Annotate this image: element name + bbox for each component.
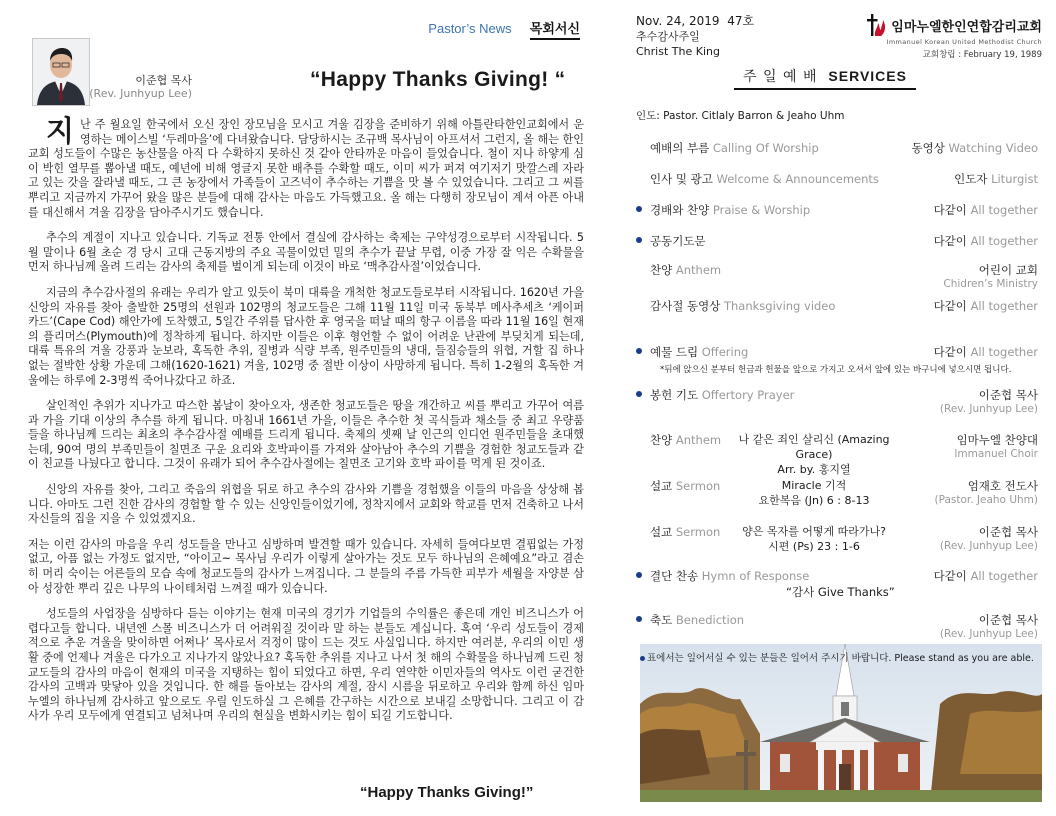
item-name-en: Welcome & Announcements — [716, 172, 879, 186]
item-name-en: Anthem — [675, 433, 722, 447]
portrait-photo-icon — [33, 39, 89, 105]
item-leader-en: All together — [970, 203, 1038, 217]
article-paragraph: 추수의 계절이 지나고 있습니다. 기독교 전통 안에서 결실에 감사하는 축제는 구약성경으로부터 시작됩니다. 5월 말이나 6월 초순 경 당시 고대 근동지방의 주요 곡물이었던 밀의 추수가 끝날 무렵, 이중 가장 잘 익은 수확물을 먼저 하나님께 올려 드리는 감사의 축제를 벌이게 되는데 이것이 바로 ‘맥추감사절’이었습니다. — [28, 231, 584, 274]
item-leader-ko: 인도자 — [954, 172, 988, 186]
pastor-news-header-ko: 목회서신 — [530, 22, 580, 40]
article-paragraph: 살인적인 추위가 지나가고 따스한 봄날이 찾아오자, 생존한 청교도들은 땅을 개간하고 씨를 뿌리고 가꾸어 여름과 가을 기대 이상의 추수를 하게 됩니다. 마침내 1661년 가을, 이들은 추수한 첫 곡식들과 채소들 중 최고 우량품들을 하나님께 드리는 최초의 추수감사절 예배를 드리게 됩니다. 축제의 셋째 날 인근의 인디언 원주민들을 초대했는데, 90여 명의 부족민들이 칠면조 구운 요리와 호박파이를 가져와 살아남아 추수의 기쁨을 경험한 청교도들과 같이 친교를 나눴다고 합니다. 그것이 유래가 되어 추수감사절에는 칠면조 고기와 호박 파이를 먹게 된 것이죠. — [28, 399, 584, 471]
bullet-icon — [636, 237, 642, 243]
article-body — [28, 114, 584, 735]
offering-note: *뒤에 앉으신 분부터 헌금과 헌물을 앞으로 가지고 오셔서 앞에 있는 바구니에 넣으시면 됩니다. — [660, 365, 1012, 375]
services-title-ko: 주 일 예 배 — [743, 69, 818, 85]
item-name-en: Benediction — [675, 613, 745, 627]
item-leader-ko: 다같이 — [933, 203, 967, 217]
item-title: 양은 목자를 어떻게 따라가나? — [742, 525, 886, 538]
item-subtitle: Arr. by. 홍지열 — [777, 463, 851, 476]
item-leader-en: Chidren’s Ministry — [943, 278, 1038, 290]
stand-note-text: 표에서는 일어서실 수 있는 분들은 일어서 주시기 바랍니다. Please stand as you are able. — [647, 653, 1034, 664]
article-paragraph: 지금의 추수감사절의 유래는 우리가 알고 있듯이 북미 대륙을 개척한 청교도들로부터 시작됩니다. 1620년 가을 신앙의 자유를 찾아 출발한 25명의 선원과 102명의 청교도들은 그해 11월 11일 미국 동북부 메사추세츠 ‘케이퍼 카드’(Cape Cod) 해안가에 도착했고, 5일간 주위를 답사한 후 영국을 떠날 때의 항구 이름을 따라 11월 16일 현재의 플리머스(Plymouth)에 정착하게 됩니다. 하지만 이들은 이후 형언할 수 없이 어려운 난관에 부딪치게 되는데, 대륙 특유의 겨울 강풍과 눈보라, 혹독한 추위, 질병과 식량 부족, 원주민들의 냉대, 들짐승들의 위협, 거할 집 하나 없는 절박한 상황 가운데 그해(1620-1621) 겨울, 102명 중 절반 이상이 사망하게 됩니다. 특히 1-2월의 혹독한 겨울에는 하루에 2-3명씩 죽어나갔다고 하죠. — [28, 285, 584, 387]
article-paragraph — [28, 114, 584, 220]
item-name-ko: 설교 — [650, 479, 673, 493]
services-title-en: SERVICES — [828, 68, 907, 84]
church-photo — [640, 644, 1042, 802]
sunday-name-en: Christ The King — [636, 45, 720, 58]
bullet-icon — [636, 572, 642, 578]
article-closing: “Happy Thanks Giving!” — [360, 784, 534, 801]
item-name-ko: 결단 찬송 — [650, 569, 699, 583]
item-leader-en: (Rev. Junhyup Lee) — [939, 403, 1038, 415]
item-name-en: Hymn of Response — [701, 569, 810, 583]
bullet-icon — [636, 206, 642, 212]
item-name-ko: 감사절 동영상 — [650, 299, 721, 313]
church-founded: 교회창립 : February 19, 1989 — [922, 50, 1042, 60]
issue-number: 47호 — [727, 14, 755, 28]
item-leader-ko: 어린이 교회 — [978, 263, 1038, 277]
bullet-icon — [636, 348, 642, 354]
item-name-ko: 경배와 찬양 — [650, 203, 710, 217]
item-leader-ko: 임마누엘 찬양대 — [956, 433, 1038, 447]
author-block — [88, 74, 192, 100]
service-leaders: 인도: Pastor. Citlaly Barron & Jeaho Uhm — [636, 110, 845, 122]
methodist-cross-flame-icon — [866, 12, 886, 38]
hymn-response-title: “감사 Give Thanks” — [786, 585, 895, 599]
item-leader-en: All together — [970, 299, 1038, 313]
item-name-en: Offering — [701, 345, 749, 359]
article-paragraph: 신앙의 자유를 찾아, 그리고 죽음의 위협을 뒤로 하고 추수의 감사와 기쁨을 경험했을 이들의 마음을 상상해 봅니다. 아마도 그런 진한 감사의 경험할 할 수 있는 신앙인들이었기에, 정착지에서 교회와 학교를 먼저 건축하고 나서 자신들의 집을 지을 수 있었겠지요. — [28, 483, 584, 526]
article-paragraph: 성도들의 사업장을 심방하다 듣는 이야기는 현재 미국의 경기가 기업들의 수익률은 좋은데 개인 비즈니스가 어렵다고들 합니다. 내년엔 스몰 비즈니스가 더 어려워질 것이라 말 하는 분들도 계십니다. 혹여 ‘우리 성도들이 경제적으로 추운 겨울을 맞이하면 어쩌나’ 목사로서 걱정이 많이 드는 것도 사실입니다. 하지만 여러분, 우리의 이민 생활 중에 언제나 겨울은 다가오고 지나가지 않았나요? 혹독한 추위를 지나고 나서 첫 해의 수확물을 하나님께 드린 청교도들의 감사의 마음이 현재의 미국을 지탱하는 힘이 되었다고 하면, 우리 연약한 이민자들의 역사도 이런 굳건한 감사의 고백과 맞닿아 있을 것입니다. 한 해를 돌아보는 감사의 계절, 잠시 시름을 뒤로하고 우리와 함께 하신 임마누엘의 하나님께 감사하고 앞으로도 우릴 인도하실 그 은혜를 간구하는 시간으로 보내길 소망합니다. 그리고 이 감사가 우리 모두에게 연결되고 넘쳐나며 우리의 현실을 변화시키는 힘이 되길 기도합니다. — [28, 607, 584, 723]
issue-info — [636, 14, 754, 59]
item-name-en: Thanksgiving video — [723, 299, 836, 313]
item-name-ko: 예물 드림 — [650, 345, 699, 359]
item-name-ko: 인사 및 광고 — [650, 172, 713, 186]
church-name: 임마누엘한인연합감리교회 — [891, 19, 1042, 35]
church-photo-icon — [640, 644, 1042, 802]
pastor-news-header-en: Pastor’s News — [428, 21, 512, 36]
church-logo — [866, 12, 1042, 60]
item-name-ko: 봉헌 기도 — [650, 388, 699, 402]
author-name: 이준협 목사 — [135, 74, 192, 87]
item-leader-en: (Rev. Junhyup Lee) — [939, 540, 1038, 552]
order-of-service — [636, 12, 1046, 808]
church-name-en: Immanuel Korean United Methodist Church — [886, 38, 1042, 46]
item-leader-ko: 다같이 — [933, 569, 967, 583]
item-leader-en: Immanuel Choir — [954, 448, 1038, 460]
item-leader-ko: 이준협 목사 — [978, 525, 1038, 539]
item-leader-ko: 다같이 — [933, 299, 967, 313]
item-name-ko: 찬양 — [650, 433, 673, 447]
item-title: 나 같은 죄인 살리신 (Amazing Grace) — [738, 433, 890, 461]
item-name-en: Offertory Prayer — [701, 388, 795, 402]
item-leader-en: All together — [970, 234, 1038, 248]
item-name-ko: 공동기도문 — [650, 234, 706, 248]
drop-cap: 지 — [46, 114, 75, 148]
item-leader-ko: 동영상 — [911, 141, 945, 155]
item-name-en: Anthem — [675, 263, 722, 277]
pastor-news-section — [28, 12, 588, 808]
pastor-news-header — [428, 18, 580, 37]
item-subtitle: 요한복음 (Jn) 6 : 8-13 — [758, 494, 870, 507]
item-name-en: Praise & Worship — [712, 203, 811, 217]
issue-date: Nov. 24, 2019 — [636, 14, 720, 28]
item-name-ko: 설교 — [650, 525, 673, 539]
item-leader-ko: 이준협 목사 — [978, 613, 1038, 627]
item-leader-ko: 다같이 — [933, 345, 967, 359]
stand-note — [640, 650, 1034, 664]
paragraph-text: 난 주 월요일 한국에서 오신 장인 장모님을 모시고 겨울 김장을 준비하기 위해 아틀란타한인교회에서 운영하는 메이스빌 ‘두레마을’에 다녀왔습니다. 담당하시는 조규백 목사님이 아프셔서 그런지, 올 해는 한인교회 성도들이 수많은 농산물을 아직 다 수확하지 못하신 것 같아 안타까운 마음이 들었습니다. 철이 지나 하얗게 심이 박힌 열무를 뽑아낼 때도, 예년에 비해 영글지 못한 배추를 수확할 때도, 이미 씨가 퍼져 여기저기 맛깔스레 자라고 있는 갓을 잘라낼 때도, 그 큰 농장에서 가족들이 고즈넉이 추수하는 기쁨을 맛 볼 수 있었습니다. 그리고 그 씨를 뿌리고 지금까지 가꾸어 왔을 많은 분들에 대해 감사는 마음도 가득했고요. 올 해는 다행히 장모님이 계셔 아픈 아내를 대신해서 겨울 김장을 담아주시기도 했습니다. — [28, 118, 584, 219]
bullet-icon — [640, 656, 645, 661]
item-leader-ko: 다같이 — [933, 234, 967, 248]
item-leader-ko: 이준협 목사 — [978, 388, 1038, 402]
item-name-ko: 예배의 부름 — [650, 141, 710, 155]
item-name-ko: 찬양 — [650, 263, 673, 277]
item-leader-ko: 엄재호 전도사 — [967, 479, 1038, 493]
services-title — [734, 66, 916, 90]
article-title: “Happy Thanks Giving! “ — [310, 68, 566, 91]
article-paragraph: 저는 이런 감사의 마음을 우리 성도들을 만나고 심방하며 발견할 때가 있습니다. 자세히 들여다보면 결핍없는 가정 없고, 아픔 없는 가정도 없지만, “아이고~ 목사님 우리가 이렇게 살아가는 것도 모두 하나님의 은혜예요”라고 겸손히 머리 숙이는 어른들의 모습 속에 청교도들의 감사가 느껴집니다. 그 분들의 주름 가득한 피부가 세월을 자양분 삼아 성장한 뿌리 깊은 나무의 나이테처럼 느껴질 때가 있습니다. — [28, 537, 584, 595]
item-name-en: Sermon — [675, 525, 721, 539]
bullet-icon — [636, 616, 642, 622]
item-name-ko: 축도 — [650, 613, 673, 627]
item-leader-en: All together — [970, 569, 1038, 583]
item-title: Miracle 기적 — [781, 479, 847, 492]
item-leader-en: (Rev. Junhyup Lee) — [939, 628, 1038, 640]
item-leader-en: All together — [970, 345, 1038, 359]
item-leader-en: Liturgist — [991, 172, 1038, 186]
item-name-en: Calling Of Worship — [712, 141, 819, 155]
item-name-en: Sermon — [675, 479, 721, 493]
pastor-portrait — [32, 38, 90, 106]
author-name-en: (Rev. Junhyup Lee) — [89, 87, 192, 100]
bullet-icon — [636, 391, 642, 397]
sunday-name-ko: 추수감사주일 — [636, 30, 700, 43]
item-leader-en: (Pastor. Jeaho Uhm) — [934, 494, 1038, 506]
item-subtitle: 시편 (Ps) 23 : 1-6 — [768, 540, 860, 553]
item-leader-en: Watching Video — [948, 141, 1038, 155]
